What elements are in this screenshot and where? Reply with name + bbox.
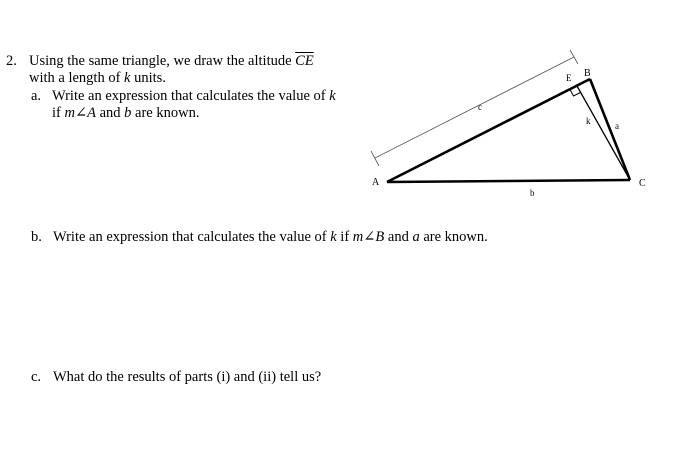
part-a-marker: a. [31, 88, 42, 104]
part-c-marker: c. [31, 369, 42, 385]
part-c-text: What do the results of parts (i) and (ii) tell us? [53, 369, 322, 385]
dimension-line-c [375, 57, 574, 158]
vertex-a-label: A [372, 177, 380, 188]
part-a-angle: m∠A [64, 105, 96, 121]
side-c-label: c [478, 102, 482, 112]
foot-e-label: E [566, 73, 572, 83]
part-b-var-a: a [412, 229, 420, 245]
part-a-var-b: b [124, 105, 132, 121]
part-b-angle: m∠B [352, 229, 385, 245]
problem-var-k: k [124, 70, 131, 86]
part-b-and: and [384, 229, 413, 245]
side-ab [387, 79, 590, 182]
vertex-b-label: B [584, 68, 591, 79]
part-a-var-k: k [329, 88, 336, 104]
part-a-text: Write an expression that calculates the value of [52, 88, 330, 104]
part-a-known: are known. [131, 105, 200, 121]
part-b-var-k: k [330, 229, 337, 245]
altitude-k-label: k [586, 116, 591, 126]
part-b-marker: b. [31, 229, 42, 245]
side-bc [590, 79, 630, 180]
dimension-tick-b [570, 50, 578, 64]
part-a-line-2-if: if [52, 105, 65, 121]
part-b-known: are known. [419, 229, 488, 245]
problem-line-2-end: units. [130, 70, 166, 86]
part-b-if: if [336, 229, 353, 245]
side-a-label: a [615, 121, 619, 131]
altitude-ce [577, 86, 630, 180]
problem-number: 2. [6, 53, 17, 69]
vertex-c-label: C [639, 178, 646, 189]
part-a-and: and [95, 105, 125, 121]
part-b-text: Write an expression that calculates the value of [53, 229, 331, 245]
problem-line-2-text: with a length of [29, 70, 125, 86]
side-b-label: b [530, 188, 535, 198]
side-ac [387, 180, 630, 182]
altitude-label: $\overline{CE}$ [295, 53, 314, 69]
dimension-tick-a [371, 151, 379, 166]
problem-line-1-text: Using the same triangle, we draw the altitude [29, 53, 296, 69]
